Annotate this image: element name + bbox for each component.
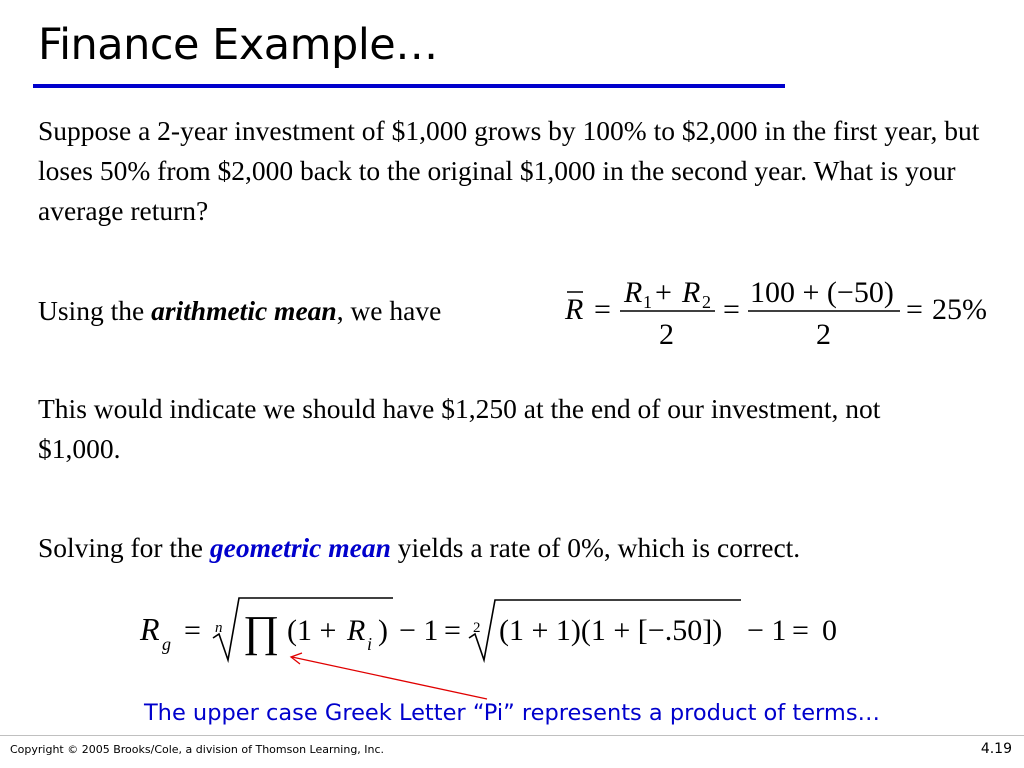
eq2-term-close: ) xyxy=(378,614,388,647)
slide-title: Finance Example… xyxy=(38,20,438,70)
eq2-lhs-sub: g xyxy=(162,634,171,654)
eq2-term-open: (1 + xyxy=(287,614,337,647)
arithmetic-mean-term: arithmetic mean xyxy=(151,295,337,326)
eq1-result: 25% xyxy=(932,293,987,326)
eq2-equals-1: = xyxy=(184,614,201,647)
eq2-term2: (1 + 1)(1 + [−.50]) xyxy=(499,614,723,647)
geometric-mean-equation xyxy=(135,588,855,668)
pi-caption: The upper case Greek Letter “Pi” represents a product of terms… xyxy=(143,700,881,726)
footer-divider xyxy=(0,735,1024,736)
eq2-minus-one: − 1 xyxy=(399,614,439,647)
slide-number: 4.19 xyxy=(980,741,1012,757)
problem-statement: Suppose a 2-year investment of $1,000 grows by 100% to $2,000 in the first year, but loses 50% from $2,000 back to the original $1,000 in the second year. What is your average return? xyxy=(38,115,980,226)
geometric-intro-text: Solving for the xyxy=(38,532,210,563)
arithmetic-implication: This would indicate we should have $1,250 at the end of our investment, not $1,000. xyxy=(38,393,881,464)
arithmetic-intro-text: Using the xyxy=(38,295,152,326)
eq2-minus-one-2: − 1 xyxy=(747,614,787,647)
eq1-equals-3: = xyxy=(906,293,923,326)
eq1-sub2: 2 xyxy=(702,292,711,312)
eq2-root-index-2: 2 xyxy=(473,620,481,636)
eq2-result: 0 xyxy=(822,614,837,647)
eq1-den1: 2 xyxy=(659,318,674,351)
arithmetic-mean-intro xyxy=(38,291,441,331)
eq1-equals-1: = xyxy=(594,293,611,326)
eq2-term-r: R xyxy=(347,614,366,647)
arithmetic-mean-equation xyxy=(560,268,1000,352)
geometric-mean-intro xyxy=(38,528,800,568)
eq1-r1: R xyxy=(624,276,643,309)
eq2-term-sub: i xyxy=(367,634,373,654)
arithmetic-intro-tail: , we have xyxy=(336,295,442,326)
geometric-mean-term: geometric mean xyxy=(209,532,391,563)
eq1-r2: R xyxy=(682,276,701,309)
eq2-lhs: R xyxy=(140,611,160,647)
eq2-equals-2: = xyxy=(444,614,461,647)
eq1-num2: 100 + (−50) xyxy=(750,276,894,309)
eq1-equals-2: = xyxy=(723,293,740,326)
eq1-den2: 2 xyxy=(816,318,831,351)
copyright-notice: Copyright © 2005 Brooks/Cole, a division of Thomson Learning, Inc. xyxy=(10,743,385,756)
eq1-sub1: 1 xyxy=(643,292,652,312)
eq2-equals-3: = xyxy=(792,614,809,647)
geometric-intro-tail: yields a rate of 0%, which is correct. xyxy=(390,532,801,563)
eq1-plus: + xyxy=(655,276,672,309)
title-underline xyxy=(33,84,785,88)
eq2-product-symbol: ∏ xyxy=(243,607,280,656)
eq2-root-index: n xyxy=(215,620,223,636)
eq1-lhs: R xyxy=(565,293,584,326)
